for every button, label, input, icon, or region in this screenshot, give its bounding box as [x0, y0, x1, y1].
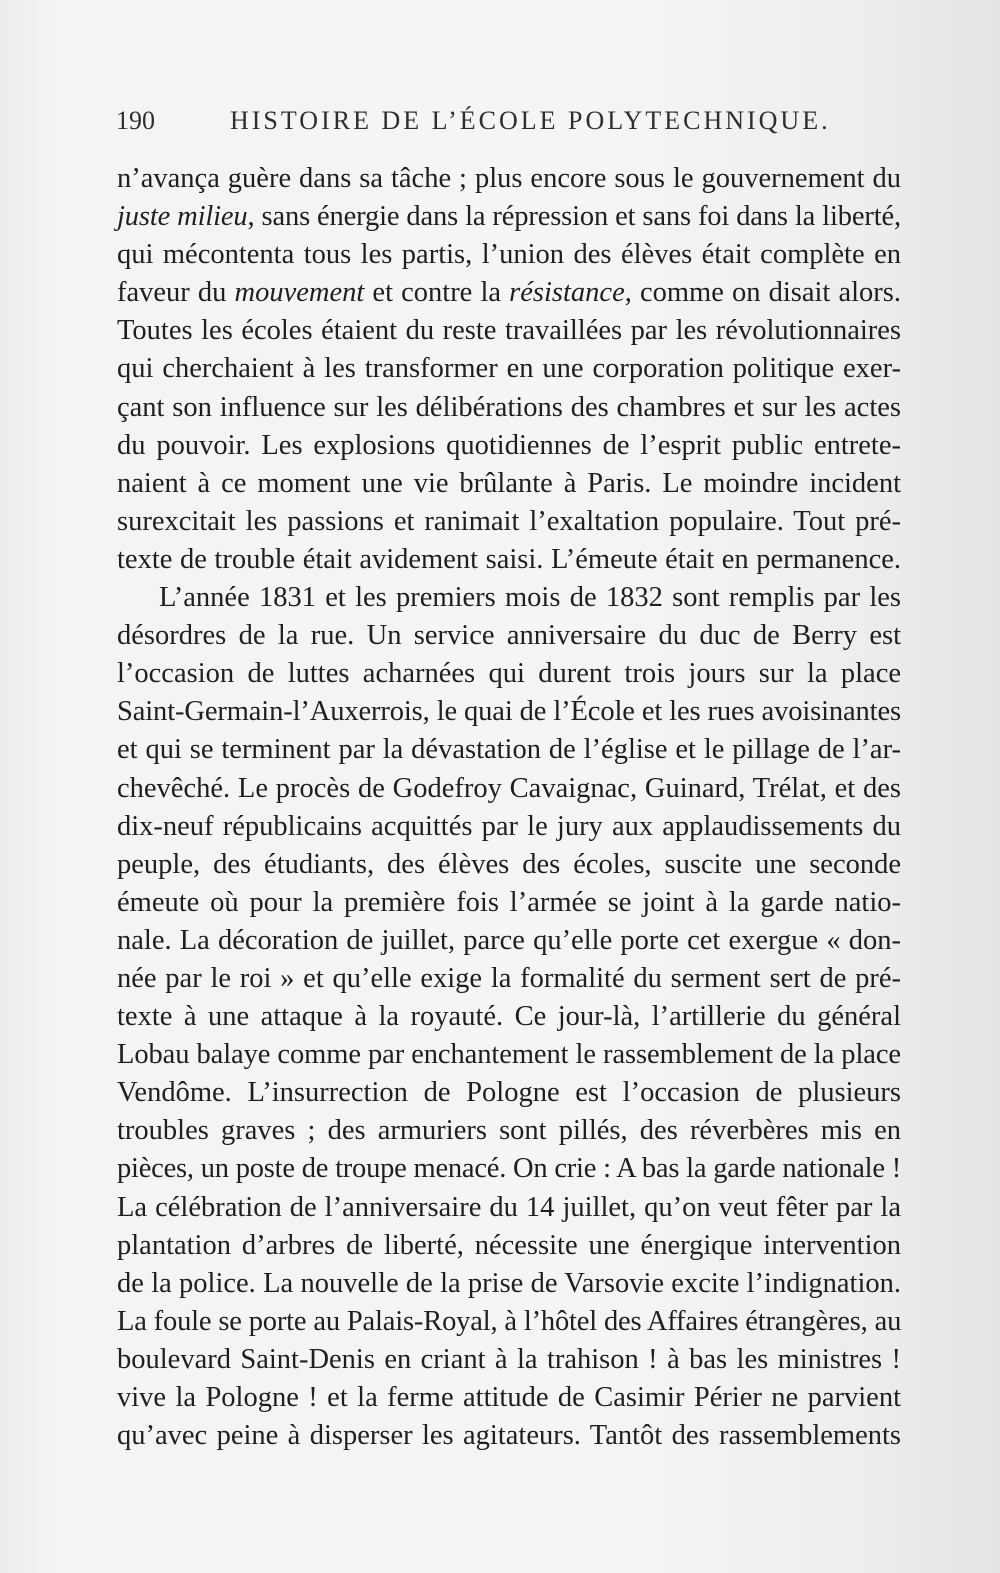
text-line: n’avança guère dans sa tâche ; plus encore sous le gouvernement du — [117, 163, 901, 194]
text-line: qui mécontenta tous les partis, l’union des élèves était complète en — [117, 239, 901, 271]
running-head — [116, 106, 831, 146]
text-line: L’année 1831 et les premiers mois de 1832 sont remplis par les — [159, 582, 901, 614]
text-line: Vendôme. L’insurrection de Pologne est l’occasion de plusieurs — [117, 1077, 901, 1109]
italic-phrase: mouvement — [234, 277, 365, 309]
text-line: çant son influence sur les délibérations des chambres et sur les actes — [117, 391, 901, 423]
text-line: faveur du mouvement et contre la résistance, comme on disait alors. — [117, 277, 901, 309]
page-number: 190 — [116, 106, 155, 135]
text-line: plantation d’arbres de liberté, nécessite une énergique intervention — [117, 1229, 901, 1261]
text-line: vive la Pologne ! et la ferme attitude de Casimir Périer ne parvient — [117, 1382, 901, 1413]
text-line: Lobau balaye comme par enchantement le rassemblement de la place — [117, 1039, 901, 1071]
running-title: HISTOIRE DE L’ÉCOLE POLYTECHNIQUE. — [230, 106, 831, 135]
text-line: et qui se terminent par la dévastation de l’église et le pillage de l’ar- — [117, 734, 901, 766]
text-line: troubles graves ; des armuriers sont pillés, des réverbères mis en — [117, 1115, 901, 1147]
text-line: La célébration de l’anniversaire du 14 juillet, qu’on veut fêter par la — [117, 1191, 901, 1223]
text-line: l’occasion de luttes acharnées qui durent trois jours sur la place — [117, 658, 901, 690]
text-line: juste milieu, sans énergie dans la répression et sans foi dans la liberté, — [117, 201, 901, 233]
text-line: pièces, un poste de troupe menacé. On crie : A bas la garde nationale ! — [117, 1153, 901, 1185]
text-line: émeute où pour la première fois l’armée se joint à la garde natio- — [117, 886, 901, 918]
text-line: de la police. La nouvelle de la prise de Varsovie excite l’indignation. — [117, 1267, 901, 1299]
text-line: peuple, des étudiants, des élèves des écoles, suscite une seconde — [117, 848, 901, 880]
text-line: dix-neuf républicains acquittés par le jury aux applaudissements du — [117, 810, 901, 842]
text-line: La foule se porte au Palais-Royal, à l’hôtel des Affaires étrangères, au — [117, 1305, 902, 1337]
text-line: naient à ce moment une vie brûlante à Paris. Le moindre incident — [117, 467, 901, 499]
text-line: du pouvoir. Les explosions quotidiennes de l’esprit public entrete- — [117, 429, 901, 461]
text-line: désordres de la rue. Un service anniversaire du duc de Berry est — [117, 620, 901, 652]
body-text — [117, 160, 901, 1455]
text-line: surexcitait les passions et ranimait l’exaltation populaire. Tout pré- — [117, 505, 901, 537]
text-line: texte de trouble était avidement saisi. L’émeute était en permanence. — [117, 543, 901, 575]
text-line: nale. La décoration de juillet, parce qu’elle porte cet exergue « don- — [117, 924, 901, 956]
text-line: qui cherchaient à les transformer en une corporation politique exer- — [117, 353, 901, 385]
italic-phrase: résistance — [509, 277, 625, 309]
text-line: Toutes les écoles étaient du reste travaillées par les révolutionnaires — [117, 315, 901, 347]
text-line: qu’avec peine à disperser les agitateurs. Tantôt des rassemblements — [117, 1420, 901, 1452]
text-line: boulevard Saint-Denis en criant à la trahison ! à bas les ministres ! — [117, 1343, 901, 1375]
text-line: née par le roi » et qu’elle exige la formalité du serment sert de pré- — [117, 962, 901, 994]
text-line: Saint-Germain-l’Auxerrois, le quai de l’École et les rues avoisinantes — [117, 696, 901, 728]
text-line: texte à une attaque à la royauté. Ce jour-là, l’artillerie du général — [117, 1001, 901, 1033]
text-line: chevêché. Le procès de Godefroy Cavaignac, Guinard, Trélat, et des — [117, 772, 901, 804]
italic-phrase: juste milieu — [117, 201, 248, 233]
